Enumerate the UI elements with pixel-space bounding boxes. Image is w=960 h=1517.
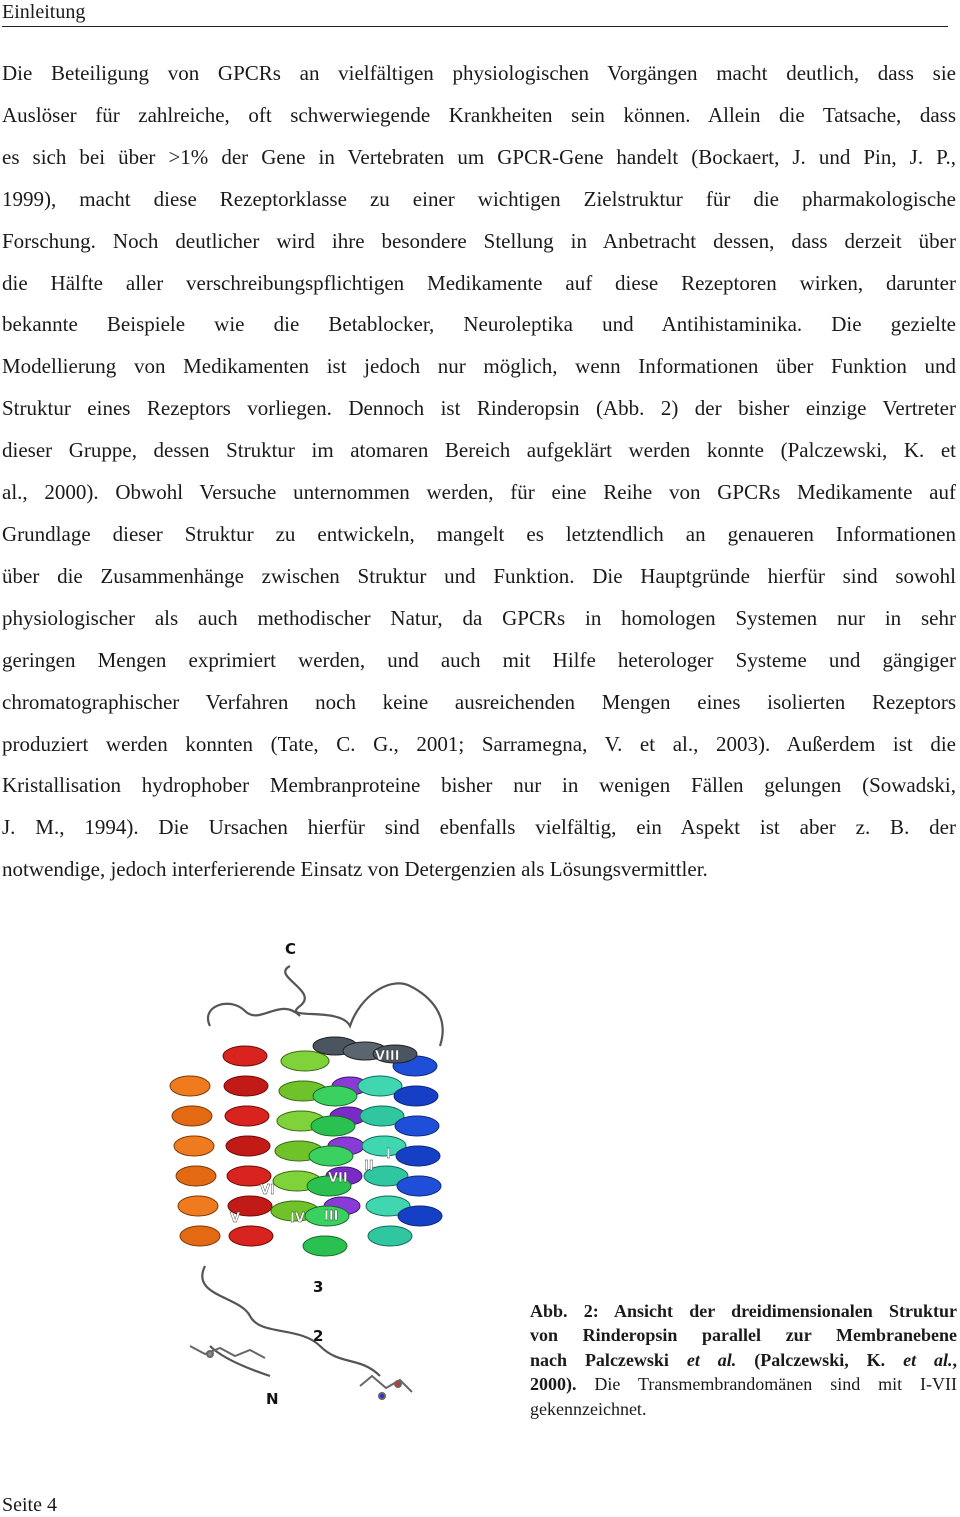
body-line: produziert werden konnten (Tate, C. G., 2001; Sarramegna, V. et al., 2003). Außerdem ist die <box>2 731 956 756</box>
body-line: Forschung. Noch deutlicher wird ihre besondere Stellung in Anbetracht dessen, dass derzeit über <box>2 228 956 253</box>
c-terminus-label: C <box>285 940 297 958</box>
helix-vi-label: VI <box>260 1183 275 1198</box>
helix-ii-label: II <box>364 1159 374 1174</box>
loop-2-label: 2 <box>313 1327 324 1345</box>
body-line: dieser Gruppe, dessen Struktur im atomaren Bereich aufgeklärt werden konnte (Palczewski, K. et <box>2 438 956 463</box>
body-line: Kristallisation hydrophober Membranproteine bisher nur in wenigen Fällen gelungen (Sowadski, <box>2 773 956 798</box>
chapter-title: Einleitung <box>2 1 86 23</box>
caption-line: 2000). Die Transmembrandomänen sind mit I-VII <box>530 1374 957 1395</box>
body-line: geringen Mengen exprimiert werden, und auch mit Hilfe heterologer Systeme und gängiger <box>2 647 956 672</box>
loop-1-label: 1 <box>310 1354 321 1372</box>
helix-iii-label: III <box>324 1209 339 1224</box>
n-terminus-label: N <box>266 1390 279 1408</box>
rhodopsin-structure-figure <box>150 936 460 1416</box>
body-line: Die Beteiligung von GPCRs an vielfältigen physiologischen Vorgängen macht deutlich, dass sie <box>2 61 956 85</box>
helix-i-label: I <box>386 1147 391 1162</box>
body-line: Auslöser für zahlreiche, oft schwerwiegende Krankheiten sein können. Allein die Tatsache, dass <box>2 102 956 127</box>
body-line: al., 2000). Obwohl Versuche unternommen werden, für eine Reihe von GPCRs Medikamente auf <box>2 480 956 505</box>
body-line: Grundlage dieser Struktur zu entwickeln, mangelt es letztendlich an genaueren Informationen <box>2 521 956 546</box>
helix-iv-label: IV <box>290 1211 305 1226</box>
figure-caption <box>530 1299 957 1421</box>
body-line: über die Zusammenhänge zwischen Struktur und Funktion. Die Hauptgründe hierfür sind sowohl <box>2 563 956 588</box>
body-line: es sich bei über >1% der Gene in Vertebraten um GPCR-Gene handelt (Bockaert, J. und Pin, J. P., <box>2 144 956 169</box>
body-line: Struktur eines Rezeptors vorliegen. Dennoch ist Rinderopsin (Abb. 2) der bisher einzige Vertreter <box>2 396 956 421</box>
body-line: die Hälfte aller verschreibungspflichtigen Medikamente auf diese Rezeptoren wirken, darunter <box>2 270 956 295</box>
body-paragraph <box>2 53 956 891</box>
caption-line: nach Palczewski et al. (Palczewski, K. et al., <box>530 1349 958 1370</box>
loop-4-label: 4 <box>298 1266 309 1284</box>
body-line: bekannte Beispiele wie die Betablocker, Neuroleptika und Antihistaminika. Die gezielte <box>2 312 956 337</box>
page-header <box>2 0 948 27</box>
body-line: physiologischer als auch methodischer Natur, da GPCRs in homologen Systemen nur in sehr <box>2 605 956 630</box>
side-chains <box>190 1346 412 1399</box>
caption-line: von Rinderopsin parallel zur Membranebene <box>530 1325 957 1346</box>
loop-3-label: 3 <box>313 1278 324 1296</box>
caption-line: gekennzeichnet. <box>530 1398 647 1419</box>
body-line: chromatographischer Verfahren noch keine ausreichenden Mengen eines isolierten Rezeptors <box>2 689 956 714</box>
helix-viii-label: VIII <box>375 1049 400 1064</box>
helix-v <box>170 1076 220 1246</box>
caption-line: Abb. 2: Ansicht der dreidimensionalen Struktur <box>530 1301 957 1321</box>
body-line: notwendige, jedoch interferierende Einsatz von Detergenzien als Lösungsvermittler. <box>2 857 708 882</box>
helix-vii-label: VII <box>328 1171 348 1186</box>
body-line: 1999), macht diese Rezeptorklasse zu einer wichtigen Zielstruktur für die pharmakologische <box>2 186 956 211</box>
body-line: J. M., 1994). Die Ursachen hierfür sind ebenfalls vielfältig, ein Aspekt ist aber z. B. der <box>2 815 956 840</box>
body-line: Modellierung von Medikamenten ist jedoch nur möglich, wenn Informationen über Funktion und <box>2 354 956 379</box>
helix-v-label: V <box>230 1211 241 1226</box>
page-number: Seite 4 <box>2 1494 57 1516</box>
